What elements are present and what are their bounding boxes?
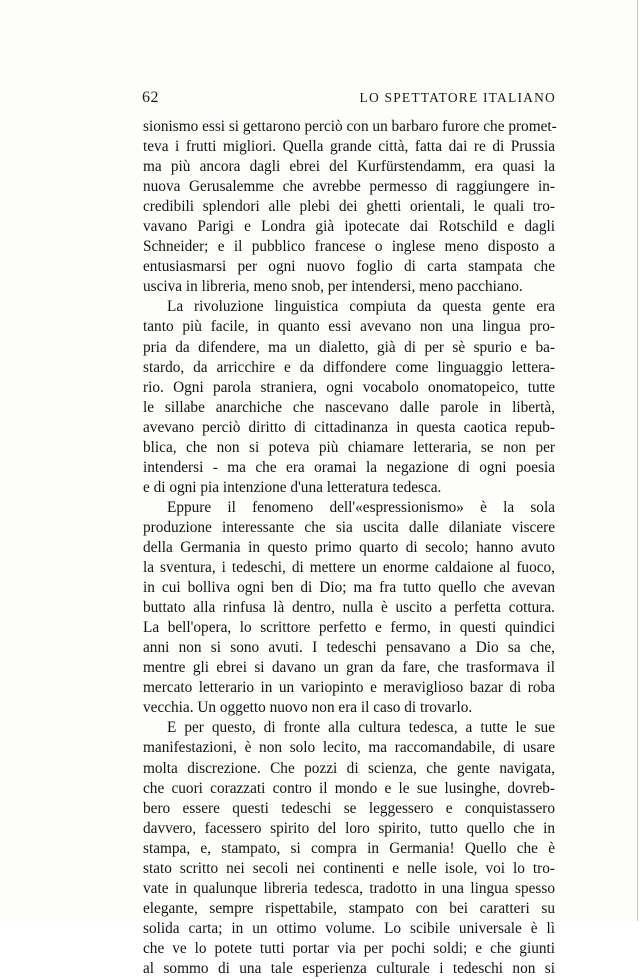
text-line: anni non si sono avuti. I tedeschi pensavano a Dio sa che,: [143, 639, 555, 657]
text-line: entusiasmarsi per ogni nuovo foglio di carta stampata che: [143, 258, 555, 276]
paragraph-4: [143, 718, 555, 979]
text-line: vecchia. Un oggetto nuovo non era il caso di trovarlo.: [143, 699, 473, 717]
text-line: avevano perciò diritto di cittadinanza in questa caotica repub-: [143, 418, 555, 436]
page-header: [142, 89, 556, 109]
page-number: 62: [142, 89, 159, 106]
text-line: in cui bolliva ogni ben di Dio; ma fra tutto quello che avevan: [143, 579, 555, 597]
page-edge-line: [637, 0, 638, 921]
text-line: produzione interessante che sia uscita dalle dilaniate viscere: [143, 518, 555, 536]
text-line: vate in qualunque libreria tedesca, tradotto in una lingua spesso: [143, 879, 555, 897]
text-line: bero essere questi tedeschi se leggessero e conquistassero: [143, 799, 555, 817]
text-line: intendersi - ma che era oramai la negazione di ogni poesia: [143, 458, 555, 476]
text-line: e di ogni pia intenzione d'una letteratura tedesca.: [143, 478, 442, 496]
paragraph-2: [143, 297, 555, 497]
text-line: mercato letterario in un variopinto e meraviglioso bazar di roba: [143, 679, 555, 697]
text-line: della Germania in questo primo quarto di secolo; hanno avuto: [143, 538, 555, 556]
body-text: [143, 117, 555, 979]
text-line: tanto più facile, in quanto essi avevano non una lingua pro-: [143, 318, 555, 336]
text-line: molta discrezione. Che pozzi di scienza, che gente navigata,: [143, 759, 555, 777]
text-line: elegante, sempre rispettabile, stampato con bei caratteri su: [143, 899, 555, 917]
text-line: usciva in libreria, meno snob, per intendersi, meno pacchiano.: [143, 278, 523, 296]
text-line: solida carta; in un ottimo volume. Lo scibile universale è lì: [143, 919, 555, 937]
text-line: al sommo di una tale esperienza culturale i tedeschi non si: [143, 959, 555, 977]
text-line: le sillabe anarchiche che nascevano dalle parole in libertà,: [143, 398, 555, 416]
text-line: Eppure il fenomeno dell'«espressionismo» è la sola: [167, 498, 555, 516]
text-line: Schneider; e il pubblico francese o inglese meno disposto a: [143, 238, 555, 256]
text-line: sionismo essi si gettarono perciò con un barbaro furore che promet-: [143, 118, 557, 135]
paragraph-3: [143, 498, 555, 719]
text-line: che ve lo potete tutti portar via per pochi soldi; e che giunti: [143, 939, 555, 957]
text-line: stardo, da arricchire e da diffondere come linguaggio lettera-: [143, 358, 555, 376]
text-line: nuova Gerusalemme che avrebbe permesso di raggiungere in-: [143, 178, 555, 196]
text-line: davvero, facessero spirito del loro spirito, tutto quello che in: [143, 819, 555, 837]
text-line: manifestazioni, è non solo lecito, ma raccomandabile, di usare: [143, 739, 555, 757]
text-line: ma più ancora dagli ebrei del Kurfürstendamm, era quasi la: [143, 158, 555, 176]
text-line: blica, che non si poteva più chiamare letteraria, se non per: [143, 438, 555, 456]
text-line: la sventura, i tedeschi, di mettere un enorme caldaione al fuoco,: [143, 559, 555, 577]
text-line: che cuori corazzati contro il mondo e le sue lusinghe, dovreb-: [143, 779, 555, 797]
text-line: credibili splendori alle plebi dei ghetti orientali, le quali tro-: [143, 198, 555, 216]
text-line: mentre gli ebrei si davano un gran da fare, che trasformava il: [143, 659, 555, 677]
text-line: La bell'opera, lo scrittore perfetto e fermo, in questi quindici: [143, 619, 555, 637]
text-line: buttato alla rinfusa là dentro, nulla è uscito a perfetta cottura.: [143, 599, 555, 617]
text-line: E per questo, di fronte alla cultura tedesca, a tutte le sue: [167, 719, 555, 737]
running-title: LO SPETTATORE ITALIANO: [359, 90, 556, 105]
text-line: rio. Ogni parola straniera, ogni vocabolo onomatopeico, tutte: [143, 378, 555, 396]
text-line: stampa, e, stampato, si compra in Germania! Quello che è: [143, 839, 555, 857]
paragraph-1: [143, 117, 555, 297]
text-line: stato scritto nei secoli nei continenti e nelle isole, voi lo tro-: [143, 859, 555, 877]
text-line: vavano Parigi e Londra già ipotecate dai Rotschild e dagli: [143, 218, 555, 236]
text-line: teva i frutti migliori. Quella grande città, fatta dai re di Prussia: [143, 138, 555, 156]
text-line: La rivoluzione linguistica compiuta da questa gente era: [167, 298, 555, 316]
text-line: pria da difendere, ma un dialetto, già di per sè spurio e ba-: [143, 338, 555, 356]
